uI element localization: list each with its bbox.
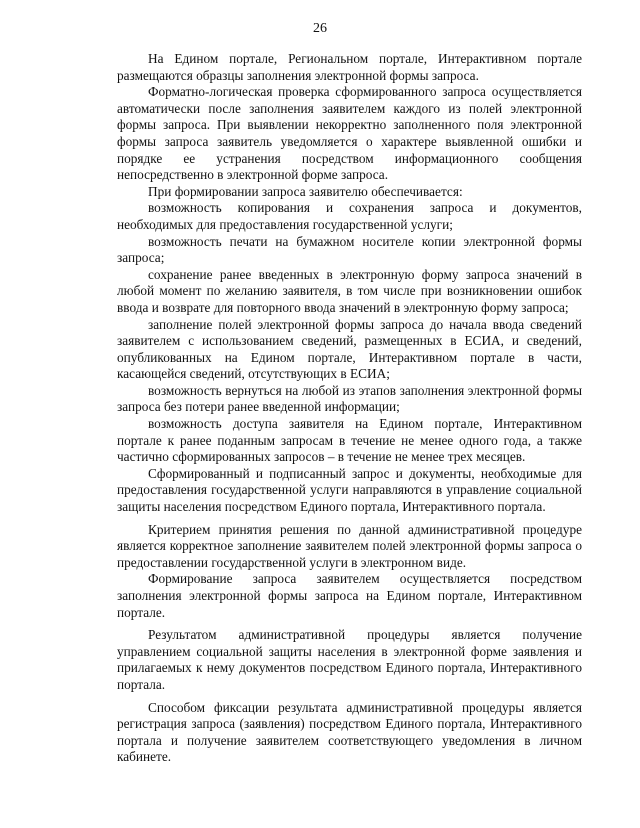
paragraph-procedure-result: Результатом административной процедуры является получение управлением социальной защиты населения в электронной форме заявления и прилагаемых к нему документов посредством Единого портала, Интерактивного портала. [117, 627, 582, 692]
paragraph-request-formation: Формирование запроса заявителем осуществляется посредством заполнения электронной формы запроса на Едином портале, Интерактивном портале. [117, 571, 582, 620]
page-number: 26 [313, 21, 327, 36]
list-item-return-to-step: возможность вернуться на любой из этапов заполнения электронной формы запроса без потери ранее введенной информации; [117, 382, 582, 415]
paragraph-provisions-intro: При формировании запроса заявителю обеспечивается: [148, 183, 463, 199]
list-item-prefill-esia: заполнение полей электронной формы запроса до начала ввода сведений заявителем с использованием сведений, размещенных в ЕСИА, и сведений, опубликованных на Едином портале, Интерактивном портале в части, касающейся сведений, отсутствующих в ЕСИА; [117, 316, 582, 382]
paragraph-decision-criterion: Критерием принятия решения по данной административной процедуре является корректное заполнение заявителем полей электронной формы запроса о предоставлении государственной услуги в электронном виде. [117, 521, 582, 570]
document-body [117, 51, 582, 766]
paragraph-result-fixation: Способом фиксации результата административной процедуры является регистрация запроса (заявления) посредством Единого портала, Интерактивного портала и получение заявителем соответствующего уведомления в личном кабинете. [117, 699, 582, 765]
paragraph-sample-forms: На Едином портале, Региональном портале, Интерактивном портале размещаются образцы заполнения электронной формы запроса. [117, 51, 582, 83]
list-item-access-previous: возможность доступа заявителя на Едином портале, Интерактивном портале к ранее поданным запросам в течение не менее одного года, а также частично сформированных запросов – в течение не менее трех месяцев. [117, 416, 582, 465]
list-item-print: возможность печати на бумажном носителе копии электронной формы запроса; [117, 233, 582, 266]
list-item-save-values: сохранение ранее введенных в электронную форму запроса значений в любой момент по желанию заявителя, в том числе при возникновении ошибок ввода и возврате для повторного ввода значений в электронную форму запроса; [117, 266, 582, 315]
list-item-copy-save: возможность копирования и сохранения запроса и документов, необходимых для предоставления государственной услуги; [117, 200, 582, 232]
paragraph-format-check: Форматно-логическая проверка сформированного запроса осуществляется автоматически после заполнения заявителем каждого из полей электронной формы запроса. При выявлении некорректно заполненного поля электронной формы запроса заявитель уведомляется о характере выявленной ошибки и порядке ее устранения посредством информационного сообщения непосредственно в электронной форме запроса. [117, 84, 582, 183]
paragraph-submission: Сформированный и подписанный запрос и документы, необходимые для предоставления государственной услуги направляются в управление социальной защиты населения посредством Единого портала, Интерактивного портала. [117, 465, 582, 515]
